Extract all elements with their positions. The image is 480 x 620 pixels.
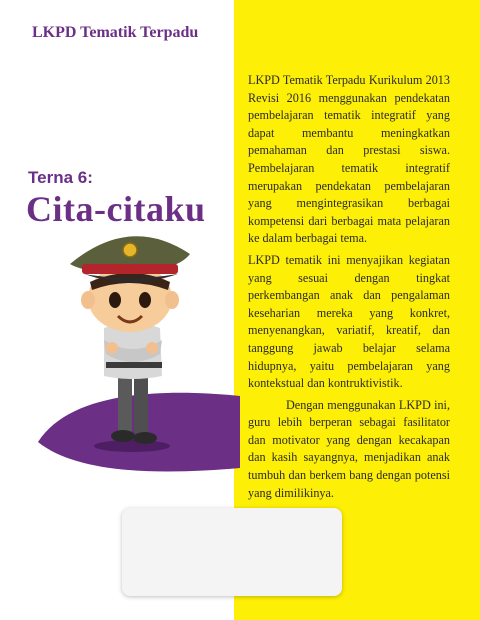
right-ear (165, 291, 179, 309)
police-boy-illustration (0, 220, 240, 480)
left-hand (106, 342, 118, 354)
shadow-shape (94, 440, 170, 452)
belt (106, 362, 162, 368)
header-title: LKPD Tematik Terpadu (32, 24, 199, 41)
right-hand (146, 342, 158, 354)
paragraph-1: LKPD Tematik Terpadu Kurikulum 2013 Revisi 2016 menggunakan pendekatan pembelajaran tematik integratif yang dapat membantu meningkatkan pemahaman dan prestasi siswa. Pembelajaran tematik integratif merupakan pendekatan pembelajaran yang mengintegrasikan berbagai kompetensi dari berbagai mata pelajaran ke dalam berbagai tema. (248, 73, 450, 246)
left-ear (81, 291, 95, 309)
theme-label: Terna 6: (28, 168, 93, 187)
paragraph-2: LKPD tematik ini menyajikan kegiatan yang sesuai dengan tingkat perkembangan anak dan pengalaman keseharian mereka yang konkret, menyenangkan, variatif, kreatif, dan tanggung jawab belajar selama hidupnya, yaitu pembelajaran yang kontekstual dan kontruktivistik. (248, 252, 450, 391)
cap-band (82, 264, 178, 274)
cap-badge-icon (123, 243, 137, 257)
left-eye (109, 292, 121, 308)
blank-card (122, 508, 342, 596)
theme-title: Cita-citaku (26, 189, 206, 229)
left-leg (118, 370, 132, 434)
paragraph-3: Dengan menggunakan LKPD ini, guru lebih berperan sebagai fasilitator dan motivator yang dengan kecakapan dan kasih sayangnya, menjadikan anak tumbuh dan berkem bang dengan potensi yang dimilikinya. (248, 397, 450, 500)
right-shoe (133, 432, 157, 444)
left-shoe (111, 430, 135, 442)
right-eye (139, 292, 151, 308)
right-leg (134, 370, 148, 434)
body-text (248, 72, 450, 506)
